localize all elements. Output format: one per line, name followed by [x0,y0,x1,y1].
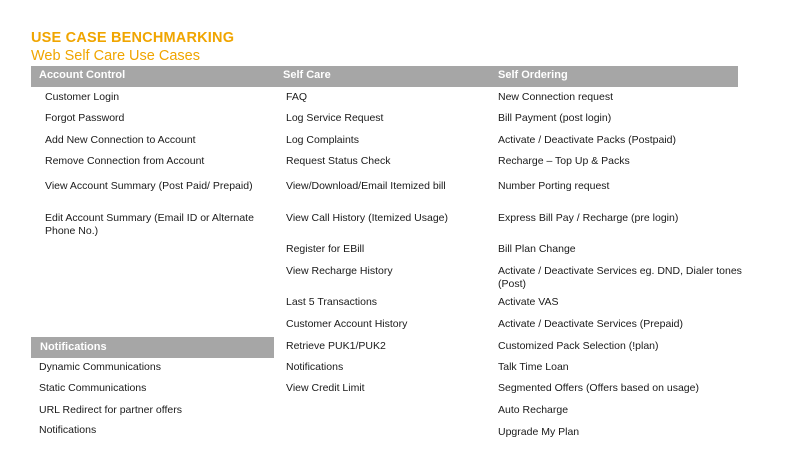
list-item: Customized Pack Selection (!plan) [498,340,659,352]
list-item: Activate / Deactivate Services (Prepaid) [498,318,683,330]
list-item: FAQ [286,91,308,103]
list-item: Number Porting request [498,180,610,192]
list-item: Activate / Deactivate Services eg. DND, Dialer tones (Post) [498,265,742,290]
list-item: Notifications [286,361,344,373]
table-header-bar [31,66,738,87]
list-item: Bill Plan Change [498,243,576,255]
list-item: Forgot Password [45,112,125,124]
list-item: Retrieve PUK1/PUK2 [286,340,386,352]
list-item: View/Download/Email Itemized bill [286,180,446,192]
list-item: Upgrade My Plan [498,426,580,438]
list-item: View Account Summary (Post Paid/ Prepaid) [45,180,253,192]
list-item: Log Complaints [286,134,359,146]
list-item: Log Service Request [286,112,384,124]
list-item: Register for EBill [286,243,365,255]
list-item: Static Communications [39,382,147,394]
list-item: Notifications [39,424,97,436]
header-account-control: Account Control [39,69,126,81]
notifications-header: Notifications [40,341,107,353]
page-subtitle: Web Self Care Use Cases [31,48,200,64]
list-item: New Connection request [498,91,613,103]
list-item: View Recharge History [286,265,393,277]
list-item: Last 5 Transactions [286,296,378,308]
list-item: Activate / Deactivate Packs (Postpaid) [498,134,676,146]
list-item: Segmented Offers (Offers based on usage) [498,382,699,394]
list-item: Dynamic Communications [39,361,161,373]
header-self-ordering: Self Ordering [498,69,568,81]
list-item: Customer Login [45,91,120,103]
list-item: Request Status Check [286,155,391,167]
list-item: Talk Time Loan [498,361,569,373]
list-item: Customer Account History [286,318,408,330]
list-item: Bill Payment (post login) [498,112,612,124]
list-item: Recharge – Top Up & Packs [498,155,630,167]
list-item: Remove Connection from Account [45,155,205,167]
page-title: USE CASE BENCHMARKING [31,30,235,46]
list-item: Express Bill Pay / Recharge (pre login) [498,212,679,224]
header-self-care: Self Care [283,69,331,81]
list-item: Add New Connection to Account [45,134,196,146]
list-item: Activate VAS [498,296,559,308]
list-item: View Call History (Itemized Usage) [286,212,449,224]
list-item: Edit Account Summary (Email ID or Alternate Phone No.) [45,212,254,237]
list-item: URL Redirect for partner offers [39,404,182,416]
list-item: Auto Recharge [498,404,569,416]
list-item: View Credit Limit [286,382,365,394]
